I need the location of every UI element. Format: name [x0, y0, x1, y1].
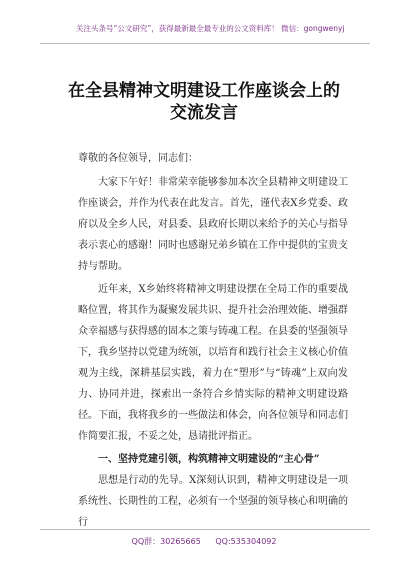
document-title-line-1: 在全县精神文明建设工作座谈会上的 [68, 81, 340, 101]
footer-qq: QQ:535304092 [215, 537, 277, 546]
document-title-line-2: 交流发言 [170, 103, 238, 123]
footer-qq-group: QQ群：30265665 [131, 537, 201, 546]
salutation: 尊敬的各位领导，同志们： [78, 153, 198, 164]
section-heading: 一、坚持党建引领，构筑精神文明建设的“主心骨” [98, 454, 320, 465]
page-header [0, 0, 408, 44]
footer-divider [40, 529, 370, 530]
section-paragraph: 思想是行动的先导。X深刻认识到，精神文明建设是一项系统性、长期性的工程，必须有一个坚强的领导核心和明确的行 [78, 475, 348, 528]
header-divider [40, 43, 370, 44]
document-title [0, 80, 408, 124]
page-footer [0, 536, 408, 547]
paragraph: 大家下午好！非常荣幸能够参加本次全县精神文明建设工作座谈会，并作为代表在此发言。首先，谨代表X乡党委、政府以及全乡人民，对县委、县政府长期以来给予的关心与指导表示衷心的感谢！同时也感谢兄弟乡镇在工作中提供的宝贵支持与帮助。 [78, 177, 348, 272]
header-promo-text: 关注头条号“公文研究”，获得最新最全最专业的公文资料库！ 微信：gongwenyj [76, 24, 345, 33]
document-body [78, 148, 348, 533]
paragraph: 近年来，X乡始终将精神文明建设摆在全局工作的重要战略位置，将其作为凝聚发展共识、提升社会治理效能、增强群众幸福感与获得感的固本之策与铸魂工程。在县委的坚强领导下，我乡坚持以党建为统领，以培育和践行社会主义核心价值观为主线，深耕基层实践，着力在“塑形”与“铸魂”上双向发力、协同并进，探索出一条符合乡情实际的精神文明建设路径。下面，我将我乡的一些做法和体会，向各位领导和同志们作简要汇报，不妥之处，恳请批评指正。 [78, 284, 348, 442]
